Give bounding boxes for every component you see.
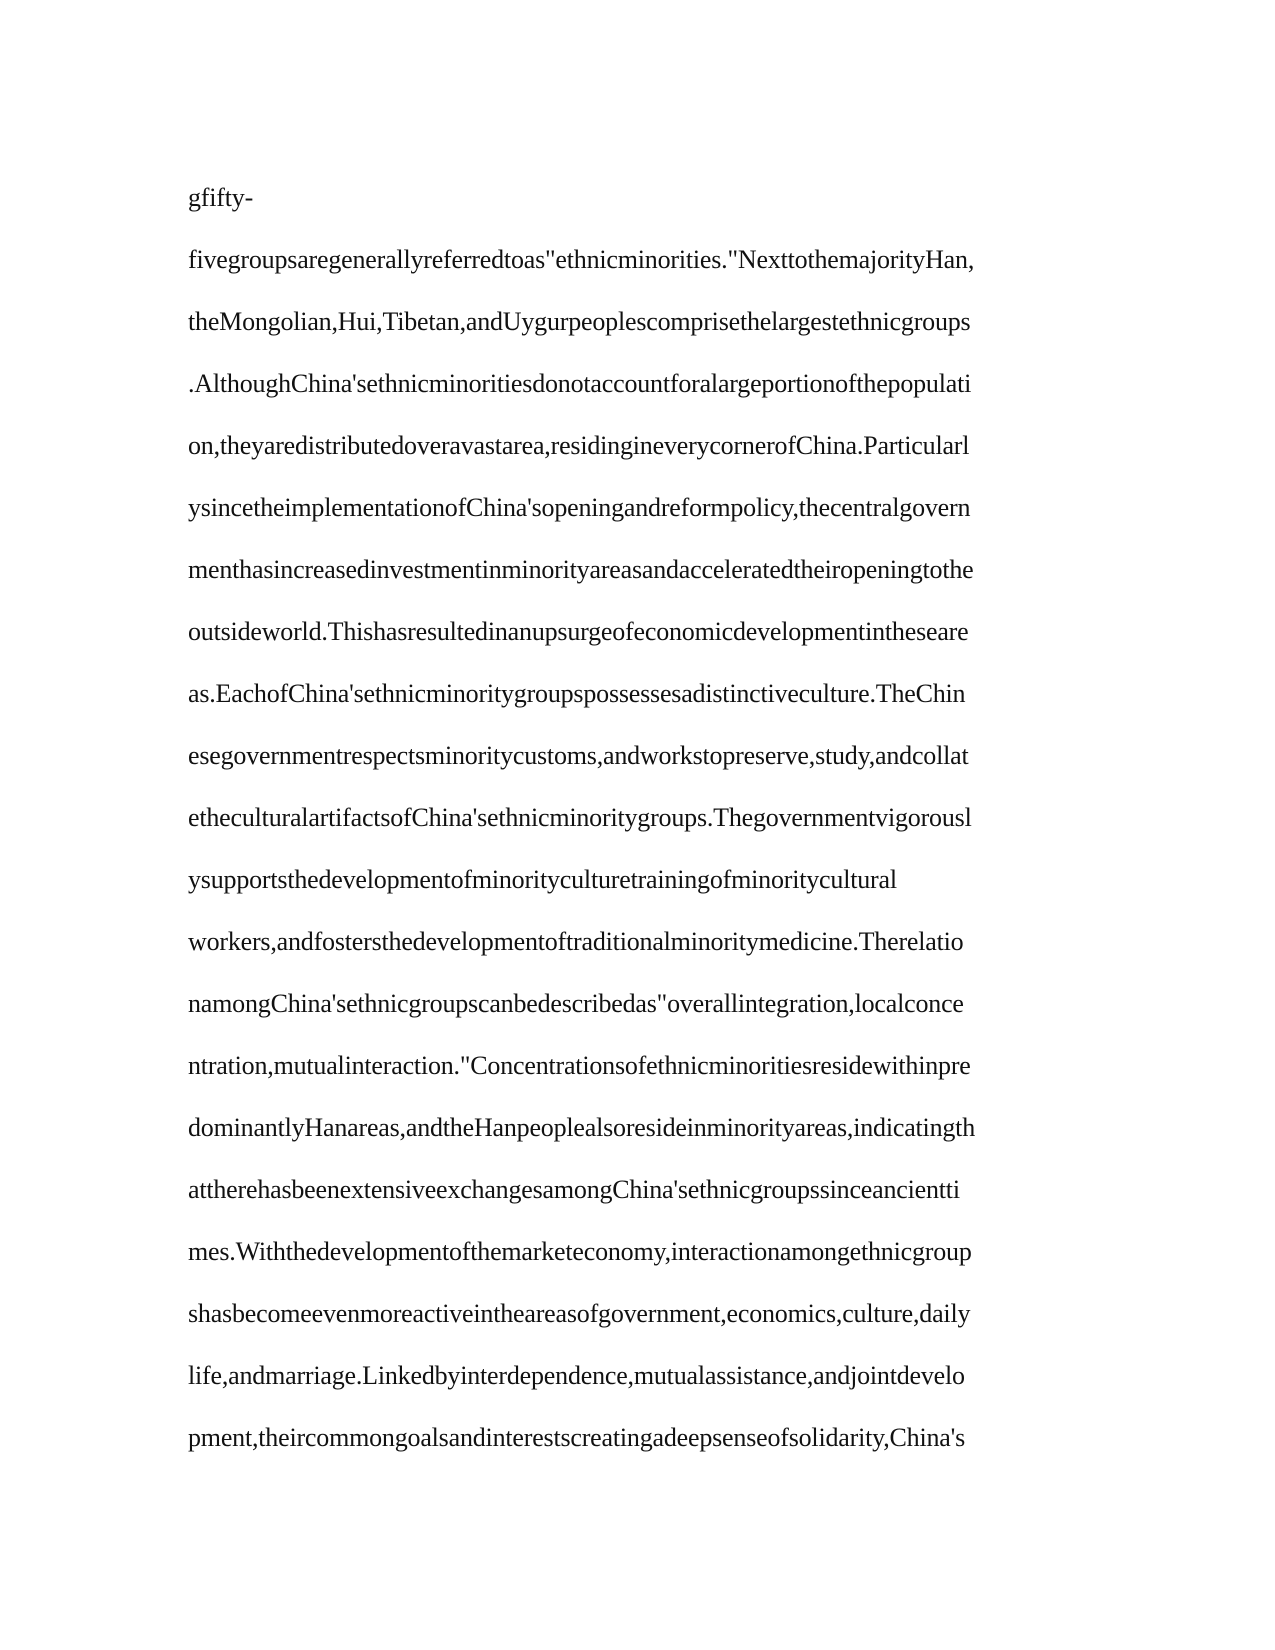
- text-line: workers,andfostersthedevelopmentoftraditionalminoritymedicine.Therelatio: [188, 927, 964, 956]
- text-line: namongChina'sethnicgroupscanbedescribedas"overallintegration,localconce: [188, 989, 964, 1018]
- text-line: shasbecomeevenmoreactiveintheareasofgovernment,economics,culture,daily: [188, 1299, 971, 1328]
- text-line: life,andmarriage.Linkedbyinterdependence,mutualassistance,andjointdevelo: [188, 1361, 965, 1390]
- text-line: gfifty-: [188, 183, 254, 212]
- text-line: etheculturalartifactsofChina'sethnicminoritygroups.Thegovernmentvigorousl: [188, 803, 972, 832]
- text-line: menthasincreasedinvestmentinminorityareasandacceleratedtheiropeningtothe: [188, 555, 974, 584]
- text-line: esegovernmentrespectsminoritycustoms,andworkstopreserve,study,andcollat: [188, 741, 969, 770]
- text-line: fivegroupsaregenerallyreferredtoas"ethnicminorities."NexttothemajorityHan,: [188, 245, 975, 274]
- text-line: pment,theircommongoalsandinterestscreatingadeepsenseofsolidarity,China's: [188, 1423, 966, 1452]
- text-line: dominantlyHanareas,andtheHanpeoplealsoresideinminorityareas,indicatingth: [188, 1113, 976, 1142]
- body-text: [188, 167, 1088, 1469]
- text-line: ysincetheimplementationofChina'sopeningandreformpolicy,thecentralgovern: [188, 493, 971, 522]
- text-line: outsideworld.Thishasresultedinanupsurgeofeconomicdevelopmentintheseare: [188, 617, 969, 646]
- text-line: on,theyaredistributedoveravastarea,residingineverycornerofChina.Particularl: [188, 431, 970, 460]
- text-line: ntration,mutualinteraction."Concentrationsofethnicminoritiesresidewithinpre: [188, 1051, 971, 1080]
- text-line: ysupportsthedevelopmentofminorityculturetrainingofminoritycultural: [188, 865, 897, 894]
- text-line: .AlthoughChina'sethnicminoritiesdonotaccountforalargeportionofthepopulati: [188, 369, 972, 398]
- text-line: as.EachofChina'sethnicminoritygroupspossessesadistinctiveculture.TheChin: [188, 679, 966, 708]
- text-line: attherehasbeenextensiveexchangesamongChina'sethnicgroupssinceancientti: [188, 1175, 960, 1204]
- text-line: mes.Withthedevelopmentofthemarketeconomy,interactionamongethnicgroup: [188, 1237, 972, 1266]
- text-line: theMongolian,Hui,Tibetan,andUygurpeoplescomprisethelargestethnicgroups: [188, 307, 971, 336]
